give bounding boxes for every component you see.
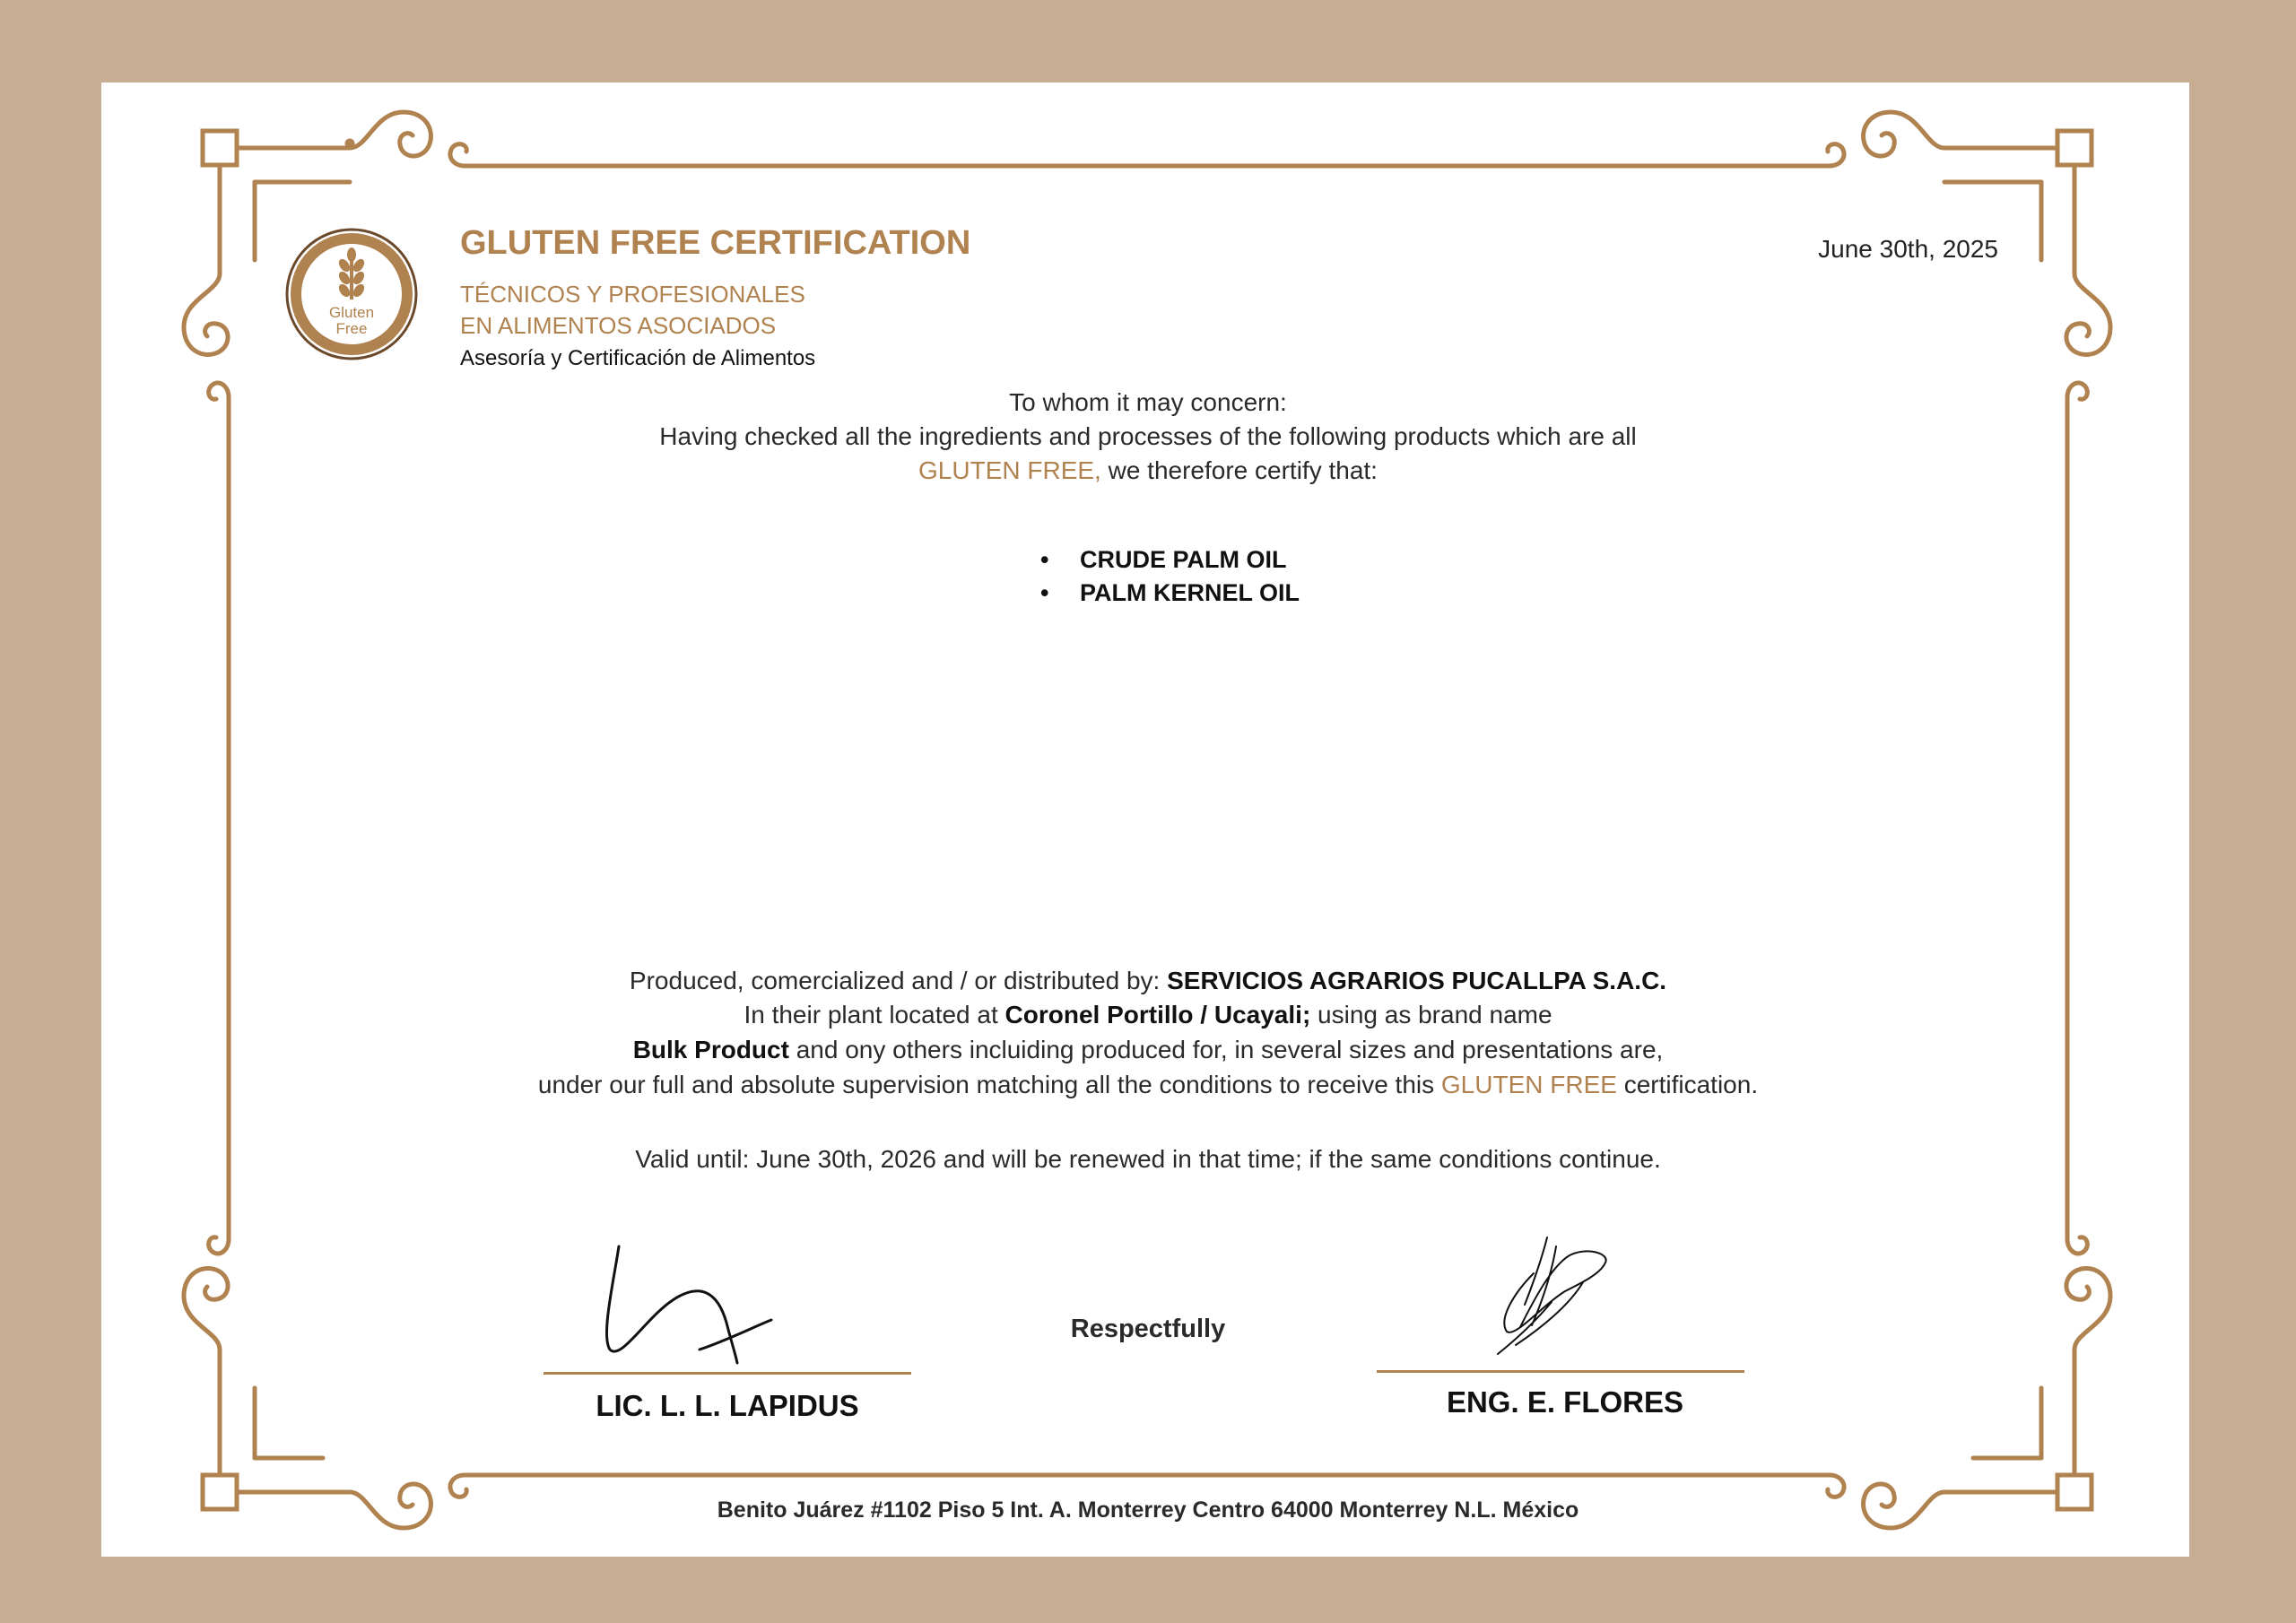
bullet-icon: • — [1040, 579, 1049, 606]
body-line-4: under our full and absolute supervision matching all the conditions to receive this GLUTEN FREE certification. — [537, 1071, 1759, 1098]
svg-text:Free: Free — [335, 320, 368, 337]
body-line-3: Bulk Product and ony others incluiding produced for, in several sizes and presentations are, — [632, 1036, 1664, 1063]
svg-text:Gluten: Gluten — [328, 304, 375, 321]
body-line-1: Produced, comercialized and / or distributed by: SERVICIOS AGRARIOS PUCALLPA S.A.C. — [629, 967, 1667, 994]
signatory-left-name: LIC. L. L. LAPIDUS — [596, 1389, 859, 1422]
intro-line-1: Having checked all the ingredients and processes of the following products which are all — [659, 422, 1637, 450]
organization-line-1: TÉCNICOS Y PROFESIONALES — [460, 281, 805, 308]
plant-location: Coronel Portillo / Ucayali; — [1004, 1001, 1311, 1028]
signature-left — [592, 1237, 816, 1372]
validity-statement: Valid until: June 30th, 2026 and will be renewed in that time; if the same conditions continue. — [635, 1145, 1661, 1173]
wheat-icon — [336, 247, 366, 299]
footer-address: Benito Juárez #1102 Piso 5 Int. A. Monterrey Centro 64000 Monterrey N.L. México — [717, 1497, 1579, 1523]
organization-line-2: EN ALIMENTOS ASOCIADOS — [460, 312, 777, 339]
signature-right — [1480, 1219, 1623, 1367]
closing-respectfully: Respectfully — [1070, 1315, 1226, 1343]
brand-name: Bulk Product — [632, 1036, 789, 1063]
body-line-2: In their plant located at Coronel Portillo / Ucayali; using as brand name — [744, 1001, 1552, 1028]
organization-tagline: Asesoría y Certificación de Alimentos — [460, 346, 816, 370]
signature-line-left — [544, 1372, 911, 1375]
product-item: • CRUDE PALM OIL — [1040, 546, 1287, 573]
certificate-title: GLUTEN FREE CERTIFICATION — [460, 224, 971, 262]
signatory-right-name: ENG. E. FLORES — [1446, 1385, 1684, 1419]
signature-line-right — [1377, 1370, 1744, 1373]
issue-date: June 30th, 2025 — [1818, 235, 1998, 263]
salutation: To whom it may concern: — [1009, 388, 1287, 416]
company-name: SERVICIOS AGRARIOS PUCALLPA S.A.C. — [1167, 967, 1667, 994]
intro-line-2: GLUTEN FREE, we therefore certify that: — [918, 456, 1378, 484]
bullet-icon: • — [1040, 546, 1049, 573]
gluten-free-highlight: GLUTEN FREE, — [918, 456, 1101, 484]
product-item: • PALM KERNEL OIL — [1040, 579, 1300, 606]
gluten-free-logo — [285, 228, 418, 360]
